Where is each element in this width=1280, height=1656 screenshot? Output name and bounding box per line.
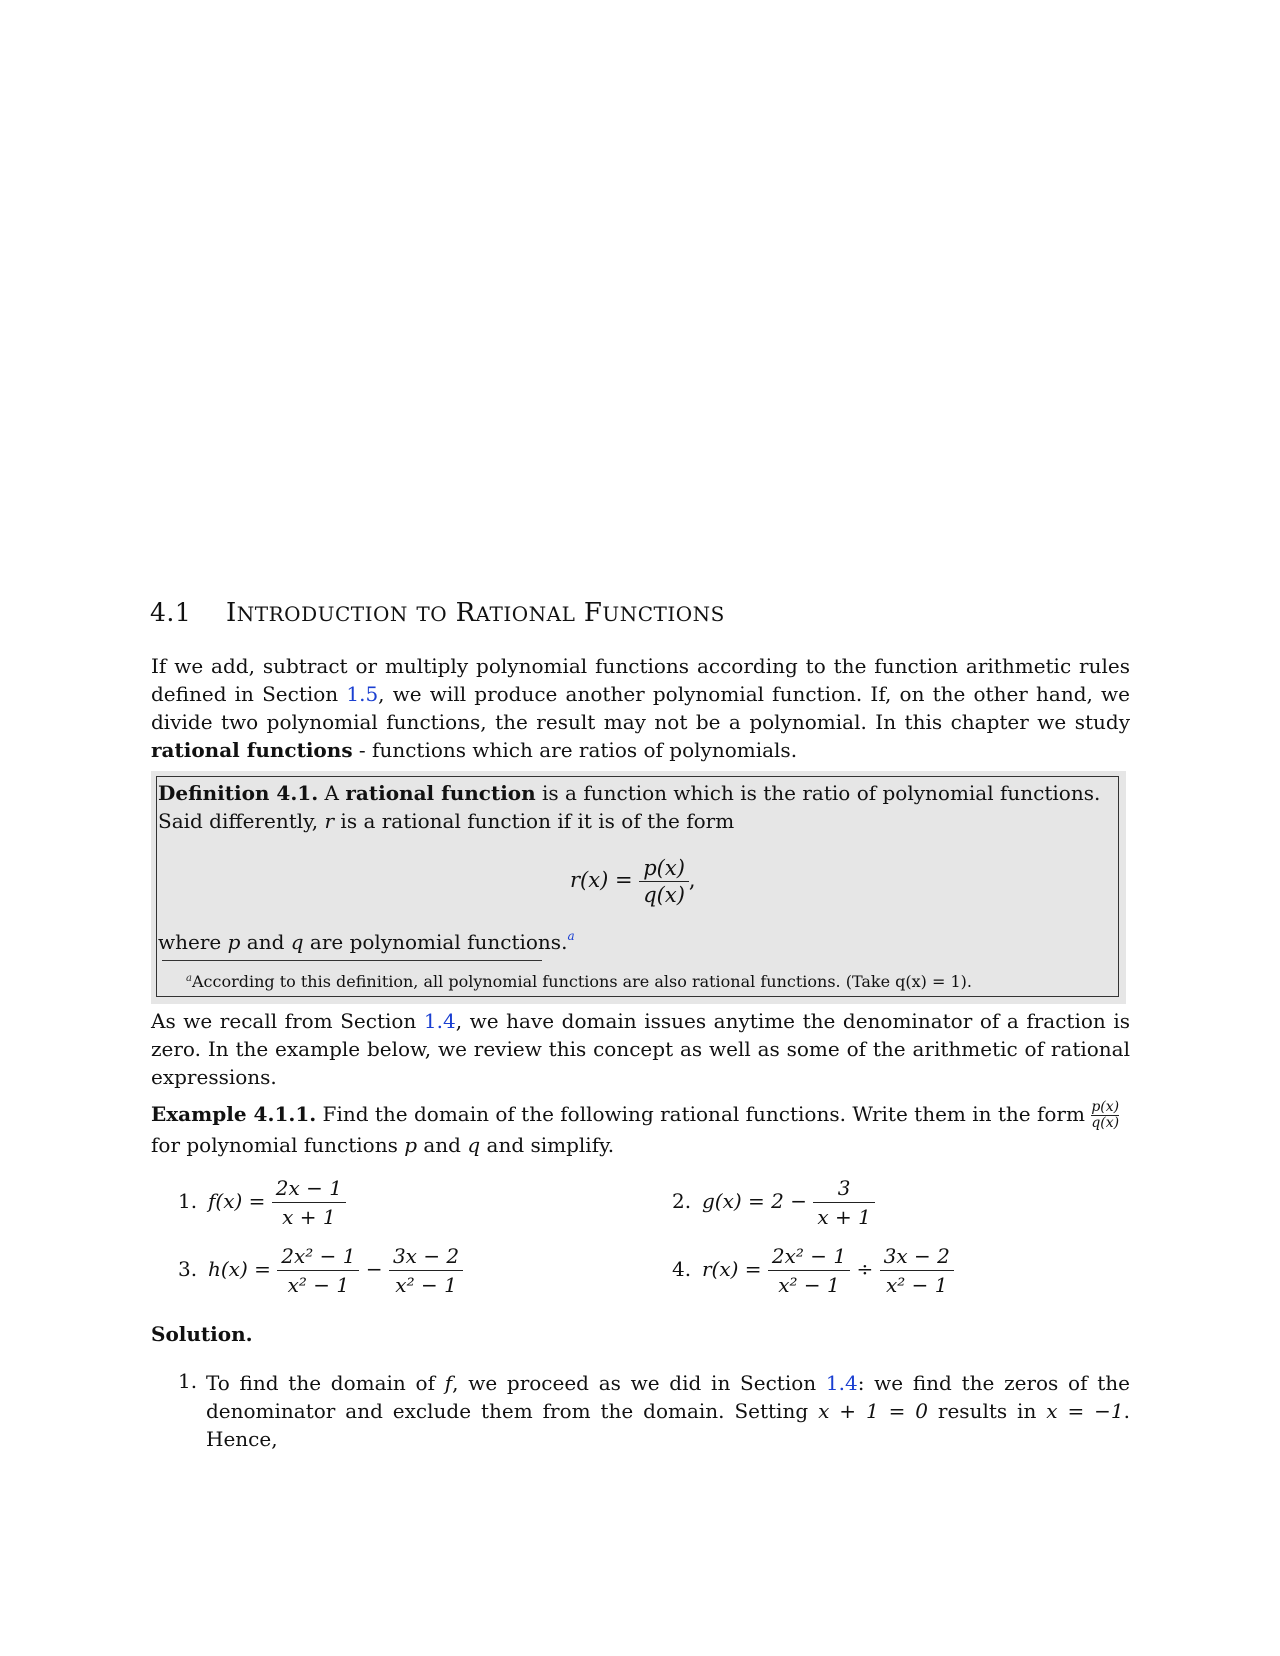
section-link[interactable]: 1.4 [825, 1371, 858, 1395]
footnote-marker[interactable]: a [567, 929, 575, 943]
domain-paragraph: As we recall from Section 1.4, we have domain issues anytime the denominator of a fraction is zero. In the example below, we review this concept as well as some of the arithmetic of rational expressions. [151, 1009, 1131, 1089]
fraction: $\frac{2x - 1}{x + 1}$ [272, 1174, 346, 1231]
fraction: $\frac{\text{2x² − 1}}{\text{x² − 1}}$ [277, 1242, 359, 1299]
definition-where: where p and q are polynomial functions.$^a$ [158, 929, 575, 954]
definition-line: Said differently, r is a rational function if it is of the form [158, 809, 735, 833]
fraction: $\frac{3}{x + 1}$ [813, 1174, 874, 1231]
definition-line: Definition 4.1. A rational function is a function which is the ratio of polynomial functions. [158, 781, 1101, 805]
fraction: $\frac{p(x)}{q(x)}$ [1091, 1099, 1120, 1131]
fraction: $\frac{\text{2x² − 1}}{\text{x² − 1}}$ [768, 1242, 850, 1299]
footnote-rule [162, 960, 542, 961]
solution-item: 1. To find the domain of f, we proceed as we did in Section 1.4: we find the zeros of the denominator and exclude them from the domain. Setting x + 1 = 0 results in x = −1. Hence, [178, 1369, 1130, 1451]
intro-paragraph: If we add, subtract or multiply polynomial functions according to the function arithmetic rules defined in Section 1.5, we will produce another polynomial function. If, on the other hand, we divide two polynomial functions, the result may not be a polynomial. In this chapter we study rational functions - functions which are ratios of polynomials. [151, 654, 1130, 762]
solution-label: Solution. [151, 1322, 253, 1346]
fraction: $\frac{3x - 2}{\text{x² − 1}}$ [389, 1242, 463, 1299]
example-item: 4. r(x) = $\frac{\text{2x² − 1}}{\text{x² − 1}}$ ÷ $\frac{3x - 2}{\text{x² − 1}}$ [672, 1242, 954, 1299]
example-item: 2. g(x) = 2 − $\frac{3}{x + 1}$ [672, 1174, 875, 1231]
fraction: $\frac{p(x)}{q(x)}$ [639, 855, 689, 908]
example-label: Example 4.1.1. [151, 1102, 317, 1126]
section-link[interactable]: 1.5 [346, 682, 379, 706]
example-statement: Example 4.1.1. Find the domain of the following rational functions. Write them in the form $\frac{p(x)}{q(x)}$ for polynomial functions p and q and simplify. [151, 1099, 1120, 1157]
example-item: 3. h(x) = $\frac{\text{2x² − 1}}{\text{x² − 1}}$ − $\frac{3x - 2}{\text{x² − 1}}$ [178, 1242, 463, 1299]
section-heading: 4.1 INTRODUCTION TO RATIONAL FUNCTIONS [150, 598, 725, 628]
footnote: $^a$According to this definition, all polynomial functions are also rational functions. (Take q(x) = 1). [186, 972, 973, 991]
section-link[interactable]: 1.4 [423, 1009, 456, 1033]
definition-label: Definition 4.1. [158, 781, 319, 805]
section-number: 4.1 [150, 598, 192, 627]
fraction: $\frac{3x - 2}{\text{x² − 1}}$ [880, 1242, 954, 1299]
example-item: 1. f(x) = $\frac{2x - 1}{x + 1}$ [178, 1174, 346, 1231]
definition-formula: r(x) = $\frac{p(x)}{q(x)}$ , [570, 856, 696, 907]
